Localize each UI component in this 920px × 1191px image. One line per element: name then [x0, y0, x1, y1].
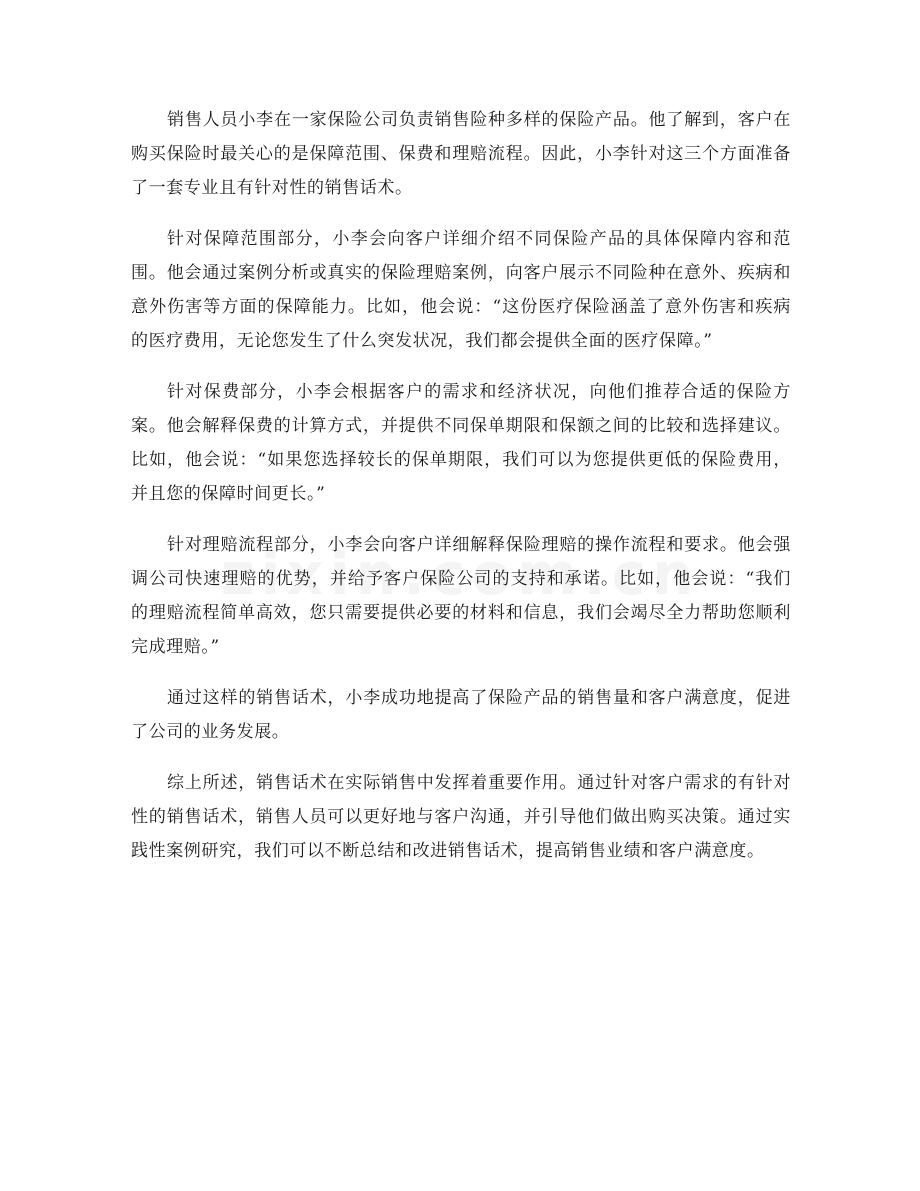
paragraph-premium: 针对保费部分，小李会根据客户的需求和经济状况，向他们推荐合适的保险方案。他会解释保费的计算方式，并提供不同保单期限和保额之间的比较和选择建议。比如，他会说：“如果您选择较长的保单期限，我们可以为您提供更低的保险费用，并且您的保障时间更长。”: [131, 382, 791, 504]
paragraph-result: 通过这样的销售话术，小李成功地提高了保险产品的销售量和客户满意度，促进了公司的业务发展。: [131, 688, 791, 742]
paragraph-coverage: 针对保障范围部分，小李会向客户详细介绍不同保险产品的具体保障内容和范围。他会通过案例分析或真实的保险理赔案例，向客户展示不同险种在意外、疾病和意外伤害等方面的保障能力。比如，他会说：“这份医疗保险涵盖了意外伤害和疾病的医疗费用，无论您发生了什么突发状况，我们都会提供全面的医疗保障。”: [131, 229, 791, 351]
document-body: [131, 103, 791, 885]
paragraph-intro: 销售人员小李在一家保险公司负责销售险种多样的保险产品。他了解到，客户在购买保险时最关心的是保障范围、保费和理赔流程。因此，小李针对这三个方面准备了一套专业且有针对性的销售话术。: [131, 110, 791, 198]
paragraph-claims: 针对理赔流程部分，小李会向客户详细解释保险理赔的操作流程和要求。他会强调公司快速理赔的优势，并给予客户保险公司的支持和承诺。比如，他会说：“我们的理赔流程简单高效，您只需要提供必要的材料和信息，我们会竭尽全力帮助您顺利完成理赔。”: [131, 535, 791, 657]
paragraph-summary: 综上所述，销售话术在实际销售中发挥着重要作用。通过针对客户需求的有针对性的销售话术，销售人员可以更好地与客户沟通，并引导他们做出购买决策。通过实践性案例研究，我们可以不断总结和改进销售话术，提高销售业绩和客户满意度。: [131, 773, 791, 861]
